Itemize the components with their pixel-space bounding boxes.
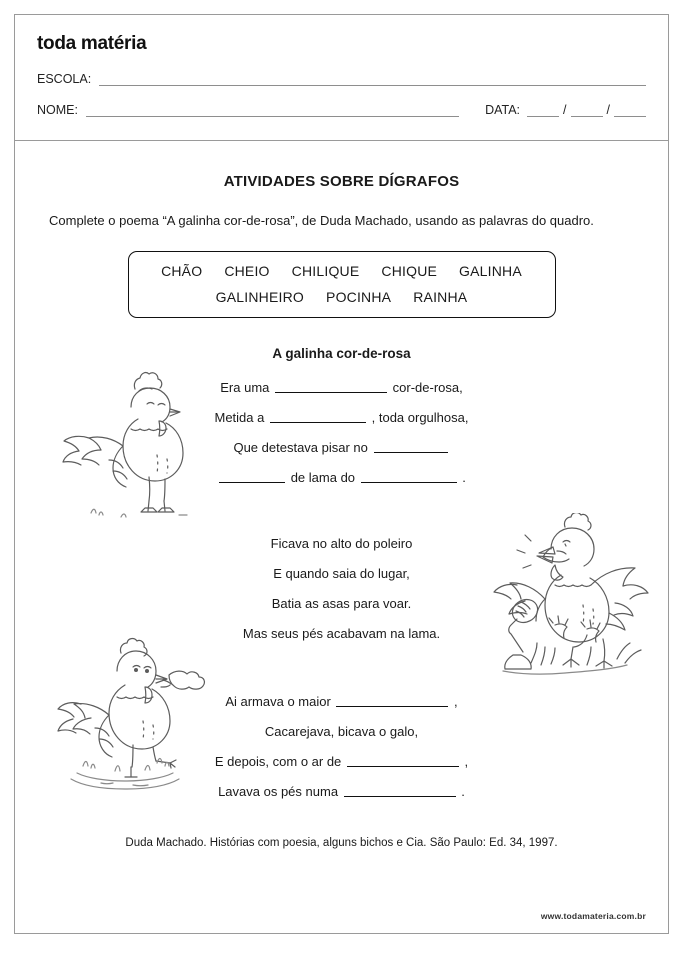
word-bank-row-1 (139, 263, 545, 279)
poem-text: cor-de-rosa, (392, 379, 463, 395)
poem-text: . (461, 783, 465, 799)
word-bank-item: CHIQUE (381, 262, 438, 279)
escola-label: ESCOLA: (37, 72, 92, 86)
data-slash-2: / (606, 103, 610, 117)
data-month-input[interactable] (571, 105, 603, 117)
data-field-group (485, 103, 646, 117)
word-bank-item: RAINHA (413, 288, 468, 305)
answer-blank[interactable] (347, 753, 459, 767)
poem-line: Ficava no alto do poleiro (270, 535, 413, 551)
poem-text: . (462, 469, 466, 485)
poem-text: Que detestava pisar no (233, 439, 368, 455)
data-year-input[interactable] (614, 105, 646, 117)
worksheet-header (15, 15, 668, 141)
data-day-input[interactable] (527, 105, 559, 117)
data-slash-1: / (563, 103, 567, 117)
answer-blank[interactable] (344, 783, 456, 797)
brand-logo: toda matéria (37, 33, 147, 54)
poem-line: Batia as asas para voar. (271, 595, 412, 611)
poem-line: E quando saia do lugar, (273, 565, 410, 581)
word-bank-item: CHEIO (224, 262, 270, 279)
word-bank-box (128, 251, 556, 318)
answer-blank[interactable] (361, 469, 457, 483)
poem-text: , (454, 693, 458, 709)
answer-blank[interactable] (275, 379, 387, 393)
nome-label: NOME: (37, 103, 78, 117)
source-credit: Duda Machado. Histórias com poesia, alguns bichos e Cia. São Paulo: Ed. 34, 1997. (125, 836, 558, 849)
answer-blank[interactable] (374, 439, 448, 453)
word-bank-item: CHILIQUE (291, 262, 360, 279)
poem-text: , toda orgulhosa, (371, 409, 469, 425)
poem-text: E depois, com o ar de (214, 753, 342, 769)
escola-input-rule[interactable] (99, 74, 646, 86)
poem-text: Ai armava o maior (225, 693, 331, 709)
poem-line: Cacarejava, bicava o galo, (264, 723, 419, 739)
answer-blank[interactable] (270, 409, 366, 423)
answer-blank[interactable] (336, 693, 448, 707)
hen-standing-illustration (61, 367, 201, 527)
poem-text: Lavava os pés numa (218, 783, 339, 799)
data-label: DATA: (485, 103, 521, 117)
nome-input-rule[interactable] (86, 105, 459, 117)
hen-singing-microphone-illustration (491, 513, 661, 683)
poem-title: A galinha cor-de-rosa (272, 345, 411, 361)
answer-blank[interactable] (219, 469, 285, 483)
word-bank-item: GALINHA (459, 262, 522, 279)
page-title: ATIVIDADES SOBRE DÍGRAFOS (223, 173, 460, 190)
footer-website-url[interactable]: www.todamateria.com.br (540, 911, 646, 921)
worksheet-page (14, 14, 669, 934)
poem-text: Era uma (220, 379, 270, 395)
poem-text: de lama do (290, 469, 356, 485)
word-bank-item: POCINHA (326, 288, 392, 305)
word-bank-item: CHÃO (161, 262, 203, 279)
hen-in-puddle-illustration (57, 633, 212, 795)
nome-field-row (37, 103, 646, 117)
word-bank-item: GALINHEIRO (215, 288, 305, 305)
instruction-text: Complete o poema “A galinha cor-de-rosa”, de Duda Machado, usando as palavras do quadro. (49, 213, 594, 228)
poem-line: Mas seus pés acabavam na lama. (242, 625, 441, 641)
poem-text: , (464, 753, 469, 769)
poem-text: Metida a (214, 409, 265, 425)
word-bank-row-2 (139, 289, 545, 305)
escola-field-row (37, 72, 646, 86)
